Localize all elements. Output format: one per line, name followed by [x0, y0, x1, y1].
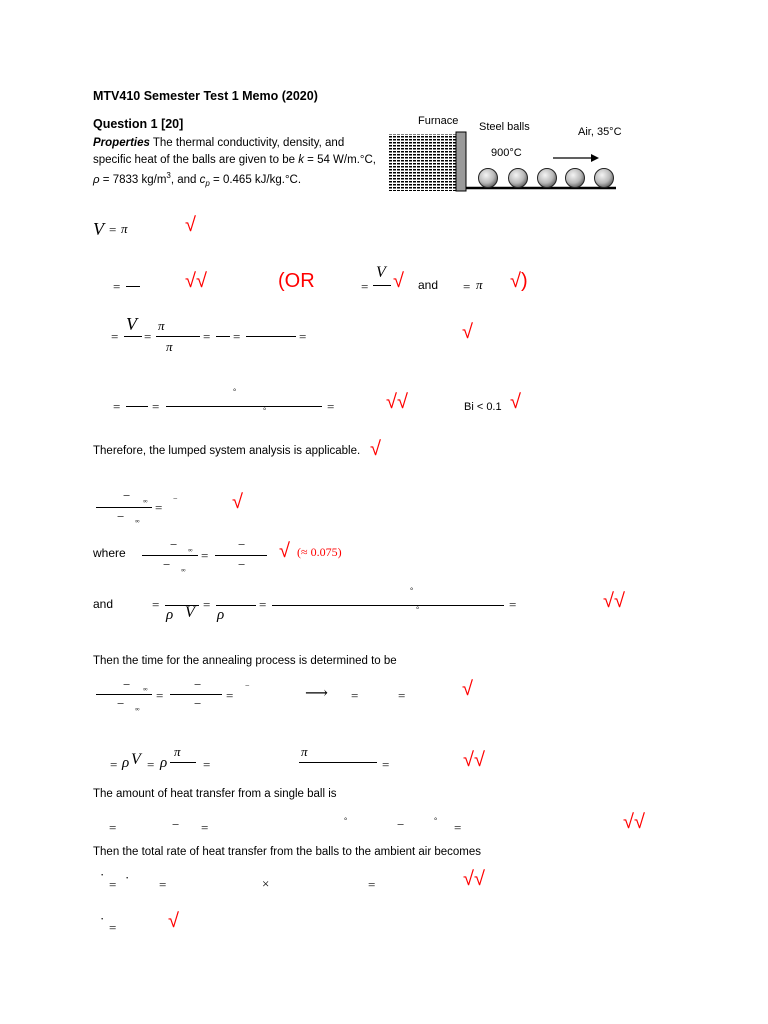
eq7-equals-1: =: [152, 597, 160, 612]
properties-text-2b: = 54 W/m.°C,: [303, 154, 376, 166]
approx-value: (≈ 0.075): [297, 545, 342, 559]
properties-text-3b: , and: [170, 173, 200, 186]
eq3-pi-num: π: [158, 318, 165, 333]
eq6-minus-den-2: −: [238, 557, 246, 572]
eq2-or-equals: =: [361, 279, 369, 294]
eq4-equals-3: =: [327, 399, 335, 414]
eq8-fraction-bar-1: [96, 694, 152, 695]
eq2-fraction-bar: [126, 286, 140, 287]
eq8-equals-2: =: [226, 688, 234, 703]
mark-check: √: [462, 678, 473, 700]
steel-ball: [566, 169, 585, 188]
properties-label: Properties: [93, 137, 150, 149]
eq3-fraction-bar-1: [124, 336, 142, 337]
properties-text-2a: specific heat of the balls are given to be: [93, 154, 299, 166]
eq6-equals: =: [201, 548, 209, 563]
eq6-minus-num: −: [170, 537, 178, 552]
furnace-label: Furnace: [418, 115, 459, 127]
eq3-equals-4: =: [233, 329, 241, 344]
eq7-rho: ρ: [166, 607, 174, 623]
mark-double-check: √√: [463, 749, 485, 771]
mark-check: √: [510, 391, 521, 413]
eq5-minus-den: −: [117, 509, 125, 524]
eq6-fraction-bar-2: [215, 555, 267, 556]
heat-intro-text: The amount of heat transfer from a single ball is: [93, 788, 337, 800]
c-symbol: c: [199, 173, 206, 186]
eq3-fraction-bar-3: [216, 336, 230, 337]
mark-double-check: √√: [386, 391, 408, 413]
eq6-inf-den: ∞: [181, 567, 186, 574]
eq2-equals: =: [113, 279, 121, 294]
eq9-pi: π: [174, 744, 181, 759]
eq2-and-equals: =: [463, 279, 471, 294]
air-label: Air, 35°C: [578, 126, 622, 138]
eq6-minus-den: −: [163, 557, 171, 572]
eq5-fraction-bar: [96, 507, 152, 508]
steel-balls-label: Steel balls: [479, 121, 530, 133]
steel-ball: [479, 169, 498, 188]
eq10-equals-3: =: [454, 820, 462, 835]
eq7-rho-2: ρ: [217, 607, 225, 623]
biot-condition: Bi < 0.1: [464, 401, 502, 413]
eq3-equals-3: =: [203, 329, 211, 344]
or-close-label: √): [510, 270, 528, 292]
figure-drawing: [385, 112, 635, 197]
eq10-equals-2: =: [201, 820, 209, 835]
eq4-equals-2: =: [152, 399, 160, 414]
eq3-fraction-bar-2: [156, 336, 200, 337]
eq8-exp-minus: −: [245, 681, 250, 690]
mark-check: √: [370, 438, 381, 460]
eq8-equals-4: =: [398, 688, 406, 703]
furnace-body: [388, 134, 456, 191]
eq5-minus-num: −: [123, 488, 131, 503]
eq6-inf-num: ∞: [188, 547, 193, 554]
p-subscript: p: [205, 179, 210, 189]
eq8-inf-den: ∞: [135, 706, 140, 713]
question-heading: Question 1 [20]: [93, 117, 184, 131]
eq4-fraction-bar-2: [166, 406, 322, 407]
mark-double-check: √√: [463, 868, 485, 890]
eq9-equals-4: =: [382, 757, 390, 772]
eq7-fraction-bar-3: [272, 605, 504, 606]
eq1-V: V: [93, 219, 104, 239]
properties-line-2: [93, 155, 376, 167]
properties-text-3a: = 7833 kg/m: [99, 173, 167, 186]
eq9-fraction-bar-2: [299, 762, 377, 763]
eq4-degree-num: °: [233, 387, 237, 396]
eq5-inf-den: ∞: [135, 518, 140, 525]
mark-check: √: [168, 910, 179, 932]
eq3-V: V: [126, 314, 137, 334]
eq9-fraction-bar-1: [170, 762, 196, 763]
mark-check: √: [393, 270, 404, 292]
eq7-degree-den: °: [416, 605, 420, 614]
mark-double-check: √√: [623, 811, 645, 833]
properties-line-1: [93, 138, 344, 150]
furnace-door: [456, 132, 466, 191]
eq9-equals-1: =: [110, 757, 118, 772]
eq7-equals-2: =: [203, 597, 211, 612]
eq8-inf-num: ∞: [143, 686, 148, 693]
eq9-rho-2: ρ: [160, 755, 168, 771]
eq4-equals-1: =: [113, 399, 121, 414]
and-label: and: [418, 278, 439, 292]
eq5-equals: =: [155, 500, 163, 515]
eq10-minus: −: [172, 817, 180, 832]
eq11-times: ×: [262, 876, 270, 891]
document-title: MTV410 Semester Test 1 Memo (2020): [93, 89, 318, 103]
eq5-exp-minus: −: [173, 494, 178, 503]
eq3-pi-den: π: [166, 339, 173, 354]
eq10-minus-2: −: [397, 817, 405, 832]
eq10-degree-1: °: [344, 816, 348, 825]
eq1-pi: π: [121, 221, 128, 236]
eq8-minus-den: −: [117, 696, 125, 711]
steel-ball: [509, 169, 528, 188]
properties-line-3: [93, 172, 301, 188]
or-open-label: (OR: [278, 270, 315, 292]
eq9-equals-2: =: [147, 757, 155, 772]
where-label: where: [93, 546, 126, 560]
eq9-pi-2: π: [301, 744, 308, 759]
eq7-equals-3: =: [259, 597, 267, 612]
properties-text-3c: = 0.465 kJ/kg.°C.: [209, 173, 302, 186]
eq1-equals: =: [109, 222, 117, 237]
total-intro-text: Then the total rate of heat transfer from the balls to the ambient air becomes: [93, 846, 482, 858]
eq8-equals-1: =: [156, 688, 164, 703]
eq12-equals: =: [109, 920, 117, 935]
eq7-V: V: [185, 604, 195, 621]
and-label: and: [93, 597, 114, 611]
cube-superscript: 3: [166, 171, 171, 180]
mark-double-check: √√: [185, 270, 207, 292]
eq7-fraction-bar-2: [216, 605, 256, 606]
eq4-fraction-bar-1: [126, 406, 148, 407]
eq3-equals-5: =: [299, 329, 307, 344]
eq4-degree-den: °: [263, 406, 267, 415]
mark-double-check: √√: [603, 590, 625, 612]
rho-symbol: ρ: [93, 173, 100, 186]
mark-check: √: [462, 321, 473, 343]
eq9-equals-3: =: [203, 757, 211, 772]
steel-ball: [595, 169, 614, 188]
eq3-fraction-bar-4: [246, 336, 296, 337]
eq11-dot-2: ·: [125, 870, 130, 885]
eq8-minus-num: −: [123, 677, 131, 692]
time-intro-text: Then the time for the annealing process is determined to be: [93, 655, 397, 667]
eq8-equals-3: =: [351, 688, 359, 703]
mark-check: √: [232, 491, 243, 513]
eq11-equals-3: =: [368, 877, 376, 892]
eq7-degree-num: °: [410, 586, 414, 595]
eq8-arrow: ⟶: [305, 685, 328, 702]
ball-temperature-label: 900°C: [491, 147, 522, 159]
eq6-fraction-bar-1: [142, 555, 198, 556]
eq11-equals-1: =: [109, 877, 117, 892]
eq11-dot-1: ·: [100, 867, 105, 882]
eq3-equals-1: =: [111, 329, 119, 344]
eq6-minus-num-2: −: [238, 537, 246, 552]
eq8-fraction-bar-2: [170, 694, 222, 695]
eq5-inf-num: ∞: [143, 498, 148, 505]
eq8-minus-num-2: −: [194, 677, 202, 692]
eq9-V: V: [131, 751, 141, 768]
eq3-equals-2: =: [144, 329, 152, 344]
eq2-or-fraction-bar: [373, 285, 391, 286]
eq8-minus-den-2: −: [194, 696, 202, 711]
k-symbol: k: [298, 154, 304, 166]
annealing-figure: [385, 112, 635, 197]
eq9-rho: ρ: [122, 755, 130, 771]
eq10-equals-1: =: [109, 820, 117, 835]
steel-ball: [538, 169, 557, 188]
eq7-equals-4: =: [509, 597, 517, 612]
lumped-applicable-text: Therefore, the lumped system analysis is applicable.: [93, 445, 361, 457]
eq2-and-pi: π: [476, 277, 483, 292]
eq12-dot: ·: [100, 911, 105, 926]
mark-check: √: [185, 214, 196, 236]
eq2-or-V: V: [376, 264, 386, 281]
eq11-equals-2: =: [159, 877, 167, 892]
mark-check: √: [279, 540, 290, 562]
eq10-degree-2: °: [434, 816, 438, 825]
properties-text-1: The thermal conductivity, density, and: [149, 137, 345, 149]
